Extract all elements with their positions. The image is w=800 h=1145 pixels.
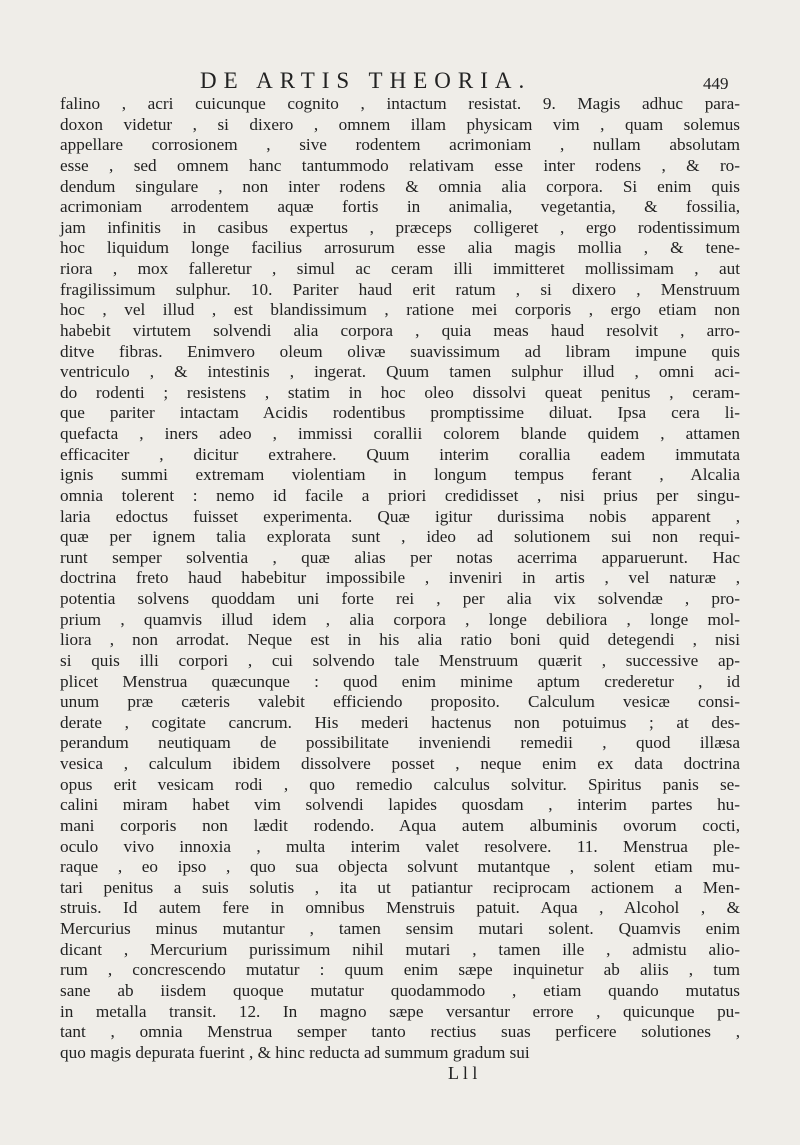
text-line: quo magis depurata fuerint , & hinc reducta ad summum gradum sui <box>60 1042 530 1062</box>
text-line: potentia solvens quoddam uni forte rei , per alia vix solvendæ , pro- <box>60 589 740 608</box>
text-line: fragilissimum sulphur. 10. Pariter haud erit ratum , si dixero , Menstruum <box>60 279 740 299</box>
text-line: liora , non arrodat. Neque est in his alia ratio boni quid detegendi , nisi <box>60 630 740 650</box>
signature-mark: L l l <box>448 1063 478 1083</box>
text-line: calini miram habet vim solvendi lapides quosdam , interim partes hu- <box>60 795 740 815</box>
running-head: DE ARTIS THEORIA. <box>200 68 532 93</box>
text-line: ditve fibras. Enimvero oleum olivæ suavissimum ad libram impune quis <box>60 341 740 361</box>
text-line: dicant , Mercurium purissimum nihil mutari , tamen ille , admistu alio- <box>60 939 740 959</box>
text-line: doxon videtur , si dixero , omnem illam physicam vim , quam solemus <box>60 114 740 134</box>
text-line: que pariter intactam Acidis rodentibus promptissime diluat. Ipsa cera li- <box>60 403 740 423</box>
text-line: jam infinitis in casibus expertus , præceps colligeret , ergo rodentissimum <box>60 217 740 237</box>
text-line: acrimoniam arrodentem aquæ fortis in animalia, vegetantia, & fossilia, <box>60 197 740 217</box>
text-line: raque , eo ipso , quo sua objecta solvunt mutantque , solent etiam mu- <box>60 857 740 877</box>
text-line: in metalla transit. 12. In magno sæpe versantur errore , quicunque pu- <box>60 1001 740 1021</box>
text-line: ventriculo , & intestinis , ingerat. Quum tamen sulphur illud , omni aci- <box>60 362 740 382</box>
text-line: habebit virtutem solvendi alia corpora , quia meas haud resolvit , arro- <box>60 320 740 340</box>
text-line: appellare corrosionem , sive rodentem acrimoniam , nullam absolutam <box>60 135 740 155</box>
text-line: oculo vivo innoxia , multa interim valet resolvere. 11. Menstrua ple- <box>60 836 740 856</box>
text-line: hoc liquidum longe facilius arrosurum esse alia magis mollia , & tene- <box>60 238 740 258</box>
text-line: struis. Id autem fere in omnibus Menstruis patuit. Aqua , Alcohol , & <box>60 898 740 918</box>
text-line: derate , cogitate cancrum. His mederi hactenus non potuimus ; at des- <box>60 712 740 732</box>
text-line: ignis summi extremam violentiam in longum tempus ferant , Alcalia <box>60 465 740 485</box>
text-line: opus erit vesicam rodi , quo remedio calculus solvitur. Spiritus panis se- <box>60 774 740 794</box>
text-line: omnia tolerent : nemo id facile a priori credidisset , nisi prius per singu- <box>60 485 740 505</box>
text-line: hoc , vel illud , est blandissimum , ratione mei corporis , ergo etiam non <box>60 300 740 320</box>
text-line: tari penitus a suis solutis , ita ut patiantur reciprocam actionem a Men- <box>60 877 740 897</box>
text-line: vesica , calculum ibidem dissolvere posset , neque enim ex data doctrina <box>60 754 740 773</box>
text-line: efficaciter , dicitur extrahere. Quum interim corallia eadem immutata <box>60 444 740 464</box>
text-line: dendum singulare , non inter rodens & omnia alia corpora. Si enim quis <box>60 176 740 196</box>
text-line: runt semper solventia , quæ alias per notas acerrima apparuerunt. Hac <box>60 547 740 567</box>
text-line: falino , acri cuicunque cognito , intactum resistat. 9. Magis adhuc para- <box>60 94 740 113</box>
text-line: tant , omnia Menstrua semper tanto rectius suas perficere solutiones , <box>60 1022 740 1042</box>
text-line: unum præ cæteris valebit efficiendo proposito. Calculum vesicæ consi- <box>60 692 740 712</box>
text-line: Mercurius minus mutantur , tamen sensim mutari solent. Quamvis enim <box>60 919 740 938</box>
text-line: doctrina freto haud habebitur impossibile , inveniri in artis , vel naturæ , <box>60 568 740 588</box>
text-line: si quis illi corpori , cui solvendo tale Menstruum quærit , successive ap- <box>60 650 740 670</box>
text-line: mani corporis non lædit rodendo. Aqua autem albuminis ovorum cocti, <box>60 815 740 835</box>
body-text <box>60 94 740 1063</box>
text-line: riora , mox falleretur , simul ac ceram illi immitteret mollissimam , aut <box>60 259 740 278</box>
text-line: plicet Menstrua quæcunque : quod enim minime aptum crederetur , id <box>60 671 740 691</box>
text-line: quæ per ignem talia explorata sunt , ideo ad solutionem sui non requi- <box>60 527 740 547</box>
page-number: 449 <box>703 74 729 93</box>
text-line: perandum neutiquam de possibilitate inveniendi remedii , quod illæsa <box>60 733 740 753</box>
text-line: esse , sed omnem hanc tantummodo relativam esse inter rodens , & ro- <box>60 155 740 175</box>
text-line: laria edoctus fuisset experimenta. Quæ igitur durissima nobis apparent , <box>60 506 740 526</box>
page-header <box>0 68 800 96</box>
text-line: do rodenti ; resistens , statim in hoc oleo dissolvi queat penitus , ceram- <box>60 382 740 402</box>
text-line: prium , quamvis illud idem , alia corpora , longe debiliora , longe mol- <box>60 609 740 629</box>
text-line: sane ab iisdem quoque mutatur quodammodo , etiam quando mutatus <box>60 980 740 1000</box>
text-line: rum , concrescendo mutatur : quum enim sæpe inquinetur ab aliis , tum <box>60 960 740 980</box>
text-line: quefacta , iners adeo , immissi corallii colorem blande quidem , attamen <box>60 424 740 443</box>
